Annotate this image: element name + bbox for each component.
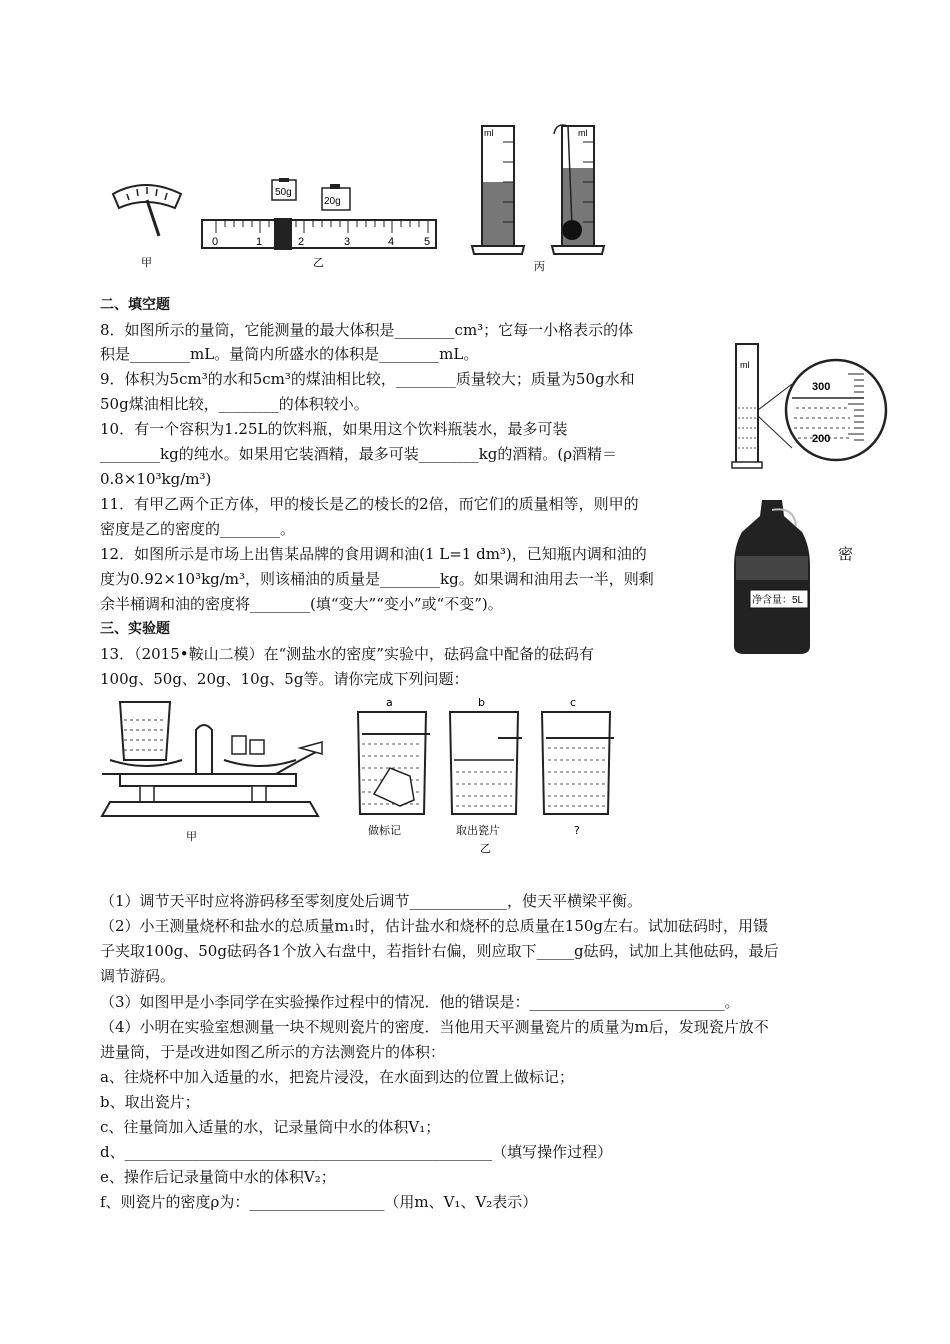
q11-line1: 11．有甲乙两个正方体，甲的棱长是乙的棱长的2倍，而它们的质量相等，则甲的 [100,495,639,513]
weight-50g-label: 50g [275,187,292,198]
step-a: a、往烧杯中加入适量的水，把瓷片浸没，在水面到达的位置上做标记； [100,1068,574,1086]
figure-cylinders [468,122,618,274]
beaker-b-letter: b [478,696,485,709]
figure-balance-rider [198,178,443,270]
q13-line2: 100g、50g、20g、10g、5g等。请你完成下列问题： [100,670,469,688]
q13-part4-line1: （4）小明在实验室想测量一块不规则瓷片的密度．当他用天平测量瓷片的质量为m后，发现瓷片放不 [100,1018,769,1036]
beaker-b-caption: 取出瓷片 [456,824,500,837]
ruler-tick-3: 3 [344,236,351,248]
step-b: b、取出瓷片； [100,1093,200,1111]
step-e: e、操作后记录量筒中水的体积V₂； [100,1168,336,1186]
q13-part4-line2: 进量筒，于是改进如图乙所示的方法测瓷片的体积： [100,1043,446,1061]
q8-line1: 8．如图所示的量筒，它能测量的最大体积是________cm³；它每一小格表示的体 [100,321,634,339]
q13-part2-line1: （2）小王测量烧杯和盐水的总质量m₁时，估计盐水和烧杯的总质量在150g左右。试加砝码时，用镊 [100,917,769,935]
figure-beakers [352,694,622,854]
ruler-tick-4: 4 [388,236,395,248]
cyl-ml-label-2: ml [578,128,588,138]
beaker-c-caption: ? [574,824,580,837]
mag-tick-200: 200 [812,433,831,445]
q13-part3: （3）如图甲是小李同学在实验操作过程中的情况．他的错误是：__________________________。 [100,993,740,1011]
step-f: f、则瓷片的密度ρ为：__________________（用m、V₁、V₂表示） [100,1193,538,1211]
beaker-a-caption: 做标记 [368,824,401,837]
q13-part2-line3: 调节游码。 [100,967,176,985]
figure-oil-bottle [732,496,812,656]
q12-line1: 12．如图所示是市场上出售某品牌的食用调和油(1 L=1 dm³)，已知瓶内调和油的 [100,545,647,563]
beaker-a-letter: a [386,696,393,709]
beaker-c-letter: c [570,696,577,709]
q10-line3: 0.8×10³kg/m³) [100,470,212,488]
step-d: d、_________________________________________________（填写操作过程） [100,1143,613,1161]
ruler-tick-0: 0 [212,236,219,248]
q8-line2: 积是________mL。量筒内所盛水的体积是________mL。 [100,345,479,363]
exp-jia-caption: 甲 [186,830,197,843]
ruler-tick-2: 2 [298,236,305,248]
weight-20g-label: 20g [324,196,341,207]
q12-line3: 余半桶调和油的密度将________(填“变大”“变小”或“不变”)。 [100,595,503,613]
q13-line1: 13．（2015•鞍山二模）在“测盐水的密度”实验中，砝码盒中配备的砝码有 [100,645,594,663]
q12-line1-end: 密 [838,545,854,563]
q13-part1: （1）调节天平时应将游码移至零刻度处后调节_____________，使天平横梁平衡。 [100,892,643,910]
q13-part2-line2: 子夹取100g、50g砝码各1个放入右盘中，若指针右偏，则应取下_____g砝码，试加上其他砝码，最后 [100,942,779,960]
mag-tick-300: 300 [812,381,831,393]
q9-line1: 9．体积为5cm³的水和5cm³的煤油相比较，________质量较大；质量为50g水和 [100,370,635,388]
q11-line2: 密度是乙的密度的________。 [100,520,296,538]
figure-scale-dial [105,178,195,268]
q10-line2: ________kg的纯水。如果用它装酒精，最多可装________kg的酒精。(ρ酒精＝ [100,445,618,463]
figure-bing-caption: 丙 [534,260,545,273]
figure-jia-caption: 甲 [141,256,152,268]
section-experiment-heading: 三、实验题 [100,621,170,637]
bottle-net-volume: 净含量：5L [752,595,804,606]
q12-line2: 度为0.92×10³kg/m³，则该桶油的质量是________kg。如果调和油用去一半，则剩 [100,570,654,588]
q10-line1: 10．有一个容积为1.25L的饮料瓶，如果用这个饮料瓶装水，最多可装 [100,420,568,438]
figure-yi-caption: 乙 [313,256,324,269]
ruler-tick-5: 5 [424,236,431,248]
q9-line2: 50g煤油相比较，________的体积较小。 [100,395,369,413]
cyl2-ml-label: ml [740,360,750,370]
ruler-tick-1: 1 [256,236,263,248]
figure-balance-experiment [100,690,328,846]
section-fill-in-heading: 二、填空题 [100,297,170,313]
cyl-ml-label-1: ml [484,128,494,138]
figure-cylinder-magnified [730,338,888,472]
exp-yi-caption: 乙 [480,842,491,854]
step-c: c、往量筒加入适量的水，记录量筒中水的体积V₁； [100,1118,441,1136]
